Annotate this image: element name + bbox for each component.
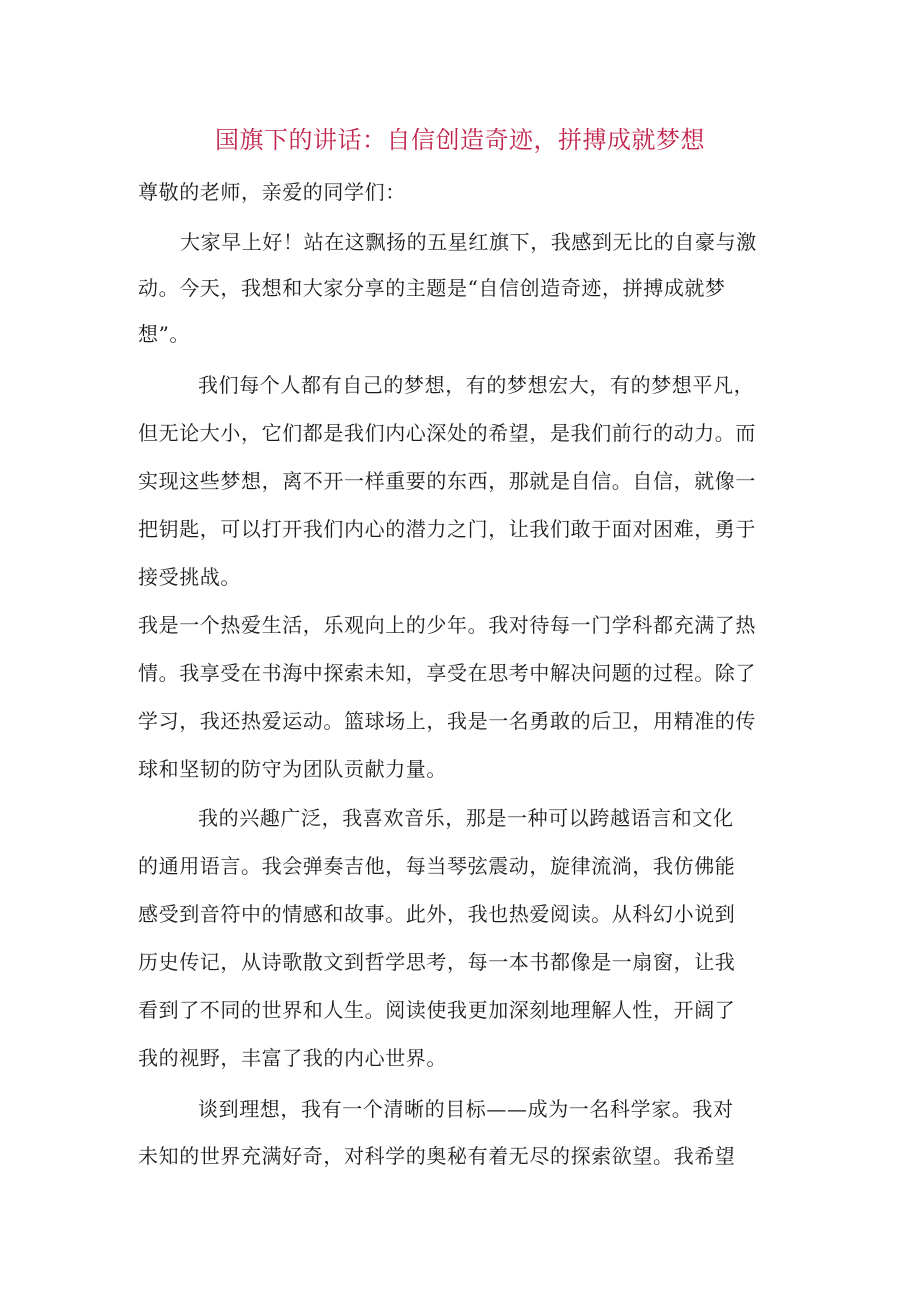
document-title: 国旗下的讲话：自信创造奇迹，拼搏成就梦想: [215, 126, 705, 154]
paragraph-2-line-4: 把钥匙，可以打开我们内心的潜力之门，让我们敢于面对困难，勇于: [138, 517, 756, 541]
paragraph-2-line-3: 实现这些梦想，离不开一样重要的东西，那就是自信。自信，就像一: [138, 469, 756, 493]
paragraph-4-line-2: 的通用语言。我会弹奏吉他，每当琴弦震动，旋律流淌，我仿佛能: [138, 854, 736, 878]
paragraph-1-line-3: 想”。: [138, 322, 191, 346]
paragraph-4-line-6: 我的视野，丰富了我的内心世界。: [138, 1046, 447, 1070]
paragraph-3-line-4: 球和坚韧的防守为团队贡献力量。: [138, 757, 447, 781]
paragraph-2-line-1: 我们每个人都有自己的梦想，有的梦想宏大，有的梦想平凡，: [198, 373, 755, 397]
paragraph-1-line-1: 大家早上好！站在这飘扬的五星红旗下，我感到无比的自豪与激: [180, 230, 757, 254]
paragraph-3-line-1: 我是一个热爱生活，乐观向上的少年。我对待每一门学科都充满了热: [138, 613, 756, 637]
paragraph-4-line-4: 历史传记，从诗歌散文到哲学思考，每一本书都像是一扇窗，让我: [138, 950, 736, 974]
paragraph-1-line-2: 动。今天，我想和大家分享的主题是“自信创造奇迹，拼搏成就梦: [138, 276, 726, 300]
paragraph-3-line-3: 学习，我还热爱运动。篮球场上，我是一名勇敢的后卫，用精准的传: [138, 709, 756, 733]
paragraph-2-line-5: 接受挑战。: [138, 565, 241, 589]
paragraph-5-line-2: 未知的世界充满好奇，对科学的奥秘有着无尽的探索欲望。我希望: [138, 1144, 736, 1168]
paragraph-4-line-5: 看到了不同的世界和人生。阅读使我更加深刻地理解人性，开阔了: [138, 998, 736, 1022]
paragraph-3-line-2: 情。我享受在书海中探索未知，享受在思考中解决问题的过程。除了: [138, 661, 756, 685]
paragraph-4-line-3: 感受到音符中的情感和故事。此外，我也热爱阅读。从科幻小说到: [138, 902, 736, 926]
paragraph-2-line-2: 但无论大小，它们都是我们内心深处的希望，是我们前行的动力。而: [138, 421, 756, 445]
paragraph-5-line-1: 谈到理想，我有一个清晰的目标——成为一名科学家。我对: [198, 1097, 734, 1121]
salutation-line: 尊敬的老师，亲爱的同学们：: [138, 180, 406, 204]
paragraph-4-line-1: 我的兴趣广泛，我喜欢音乐，那是一种可以跨越语言和文化: [198, 806, 734, 830]
